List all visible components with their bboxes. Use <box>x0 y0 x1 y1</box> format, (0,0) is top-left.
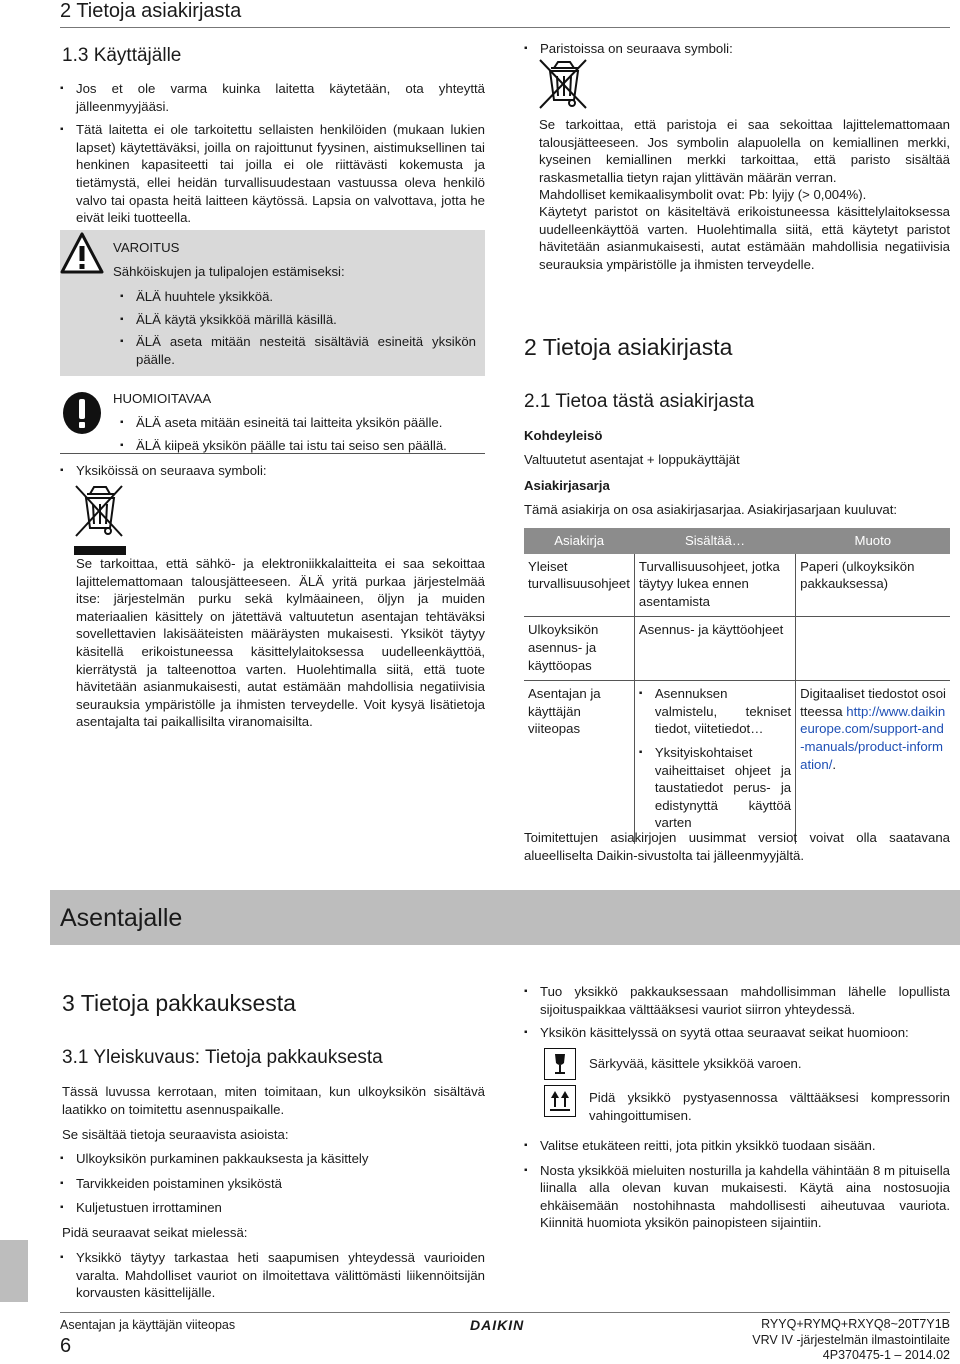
section-title-2-1: 2.1 Tietoa tästä asiakirjasta <box>524 391 755 412</box>
list-item: ▪ Yksiköissä on seuraava symboli: <box>60 462 485 480</box>
table-cell <box>796 681 950 844</box>
handling-list-2 <box>524 1137 950 1238</box>
section-title-3-1: 3.1 Yleiskuvaus: Tietoja pakkauksesta <box>62 1047 383 1068</box>
keep-in-mind: Pidä seuraavat seikat mielessä: <box>62 1225 248 1240</box>
column-header: Sisältää… <box>634 528 795 554</box>
list-item: ▪ Paristoissa on seuraava symboli: <box>524 40 950 58</box>
battery-text-1: Se tarkoittaa, että paristoja ei saa sekoittaa lajittelemattomaan talousjätteeseen. Jos symbolin alapuolella on kemiallinen merkki, kyseinen kemiallinen merkki tarkoittaa, että paristo sisältää raskasmetallia tietyn rajan ylittävän määrän verran. <box>539 117 950 185</box>
footer-right <box>752 1317 950 1364</box>
daikin-link[interactable]: http://www.daikineurope.com/support-and-manuals/product-information/ <box>800 703 946 772</box>
handling-list-1 <box>524 983 950 1048</box>
audience-heading: Kohdeyleisö <box>524 428 603 443</box>
list-item: ▪ Nosta yksikköä mieluiten nosturilla ja kahdella vähintään 8 m pituisella liinalla alla olevan kuvan mukaisesti. Käytä aina nostosuojia ehkäisemään nostohihnasta mahdollisesti aiheutuvaa vauriota. Kiinnitä huomiota yksikön painopisteen sijaintiin. <box>524 1162 950 1232</box>
list-item: ▪ ÄLÄ huuhtele yksikköä. <box>120 288 476 306</box>
contents-list <box>639 685 791 832</box>
package-intro: Tässä luvussa kerrotaan, miten toimitaan, kun ulkoyksikön sisältävä laatikko on toimitettu asennuspaikalle. <box>62 1084 485 1117</box>
chapter-title-3: 3 Tietoja pakkauksesta <box>62 990 296 1016</box>
footer-model: RYYQ+RYMQ+RXYQ8~20T7Y1B <box>761 1317 950 1331</box>
column-header: Muoto <box>796 528 950 554</box>
installer-banner <box>50 890 960 945</box>
package-list-intro: Se sisältää tietoja seuraavista asioista: <box>62 1127 289 1142</box>
document-table-wrap <box>524 528 950 844</box>
list-item: ▪ Yksikön käsittelyssä on syytä ottaa seuraavat seikat huomioon: <box>524 1024 950 1042</box>
warning-box <box>60 230 485 376</box>
list-item: ▪ ÄLÄ aseta mitään esineitä tai laitteita yksikön päälle. <box>120 414 485 432</box>
column-header: Asiakirja <box>524 528 634 554</box>
table-cell: Paperi (ulkoyksikön pakkauksessa) <box>796 554 950 617</box>
notice-box <box>60 383 485 454</box>
banner-title: Asentajalle <box>60 904 183 932</box>
list-item: ▪ Tätä laitetta ei ole tarkoitettu sellaisten henkilöiden (mukaan lukien lapset) käytettäväksi, joilla on rajoittunut fyysinen, aistimuksellinen tai henkinen kapasiteetti tai joilla ei ole riittävästi kokemusta ja tietämystä, ellei heidän turvallisuudestaan vastuussa oleva henkilö valvo tai opasta heitä laitteen käytössä. Lapsia on valvottava, jotta he eivät leiki tuotteella. <box>60 121 485 227</box>
list-item: ▪ ÄLÄ aseta mitään nesteitä sisältäviä esineitä yksikön päälle. <box>120 333 476 368</box>
table-row <box>524 554 950 617</box>
list-item: ▪ ÄLÄ käytä yksikköä märillä käsillä. <box>120 311 476 329</box>
this-way-up-icon <box>545 1086 575 1116</box>
battery-text-3: Käytetyt paristot on käsiteltävä erikoistuneessa käsittelylaitoksessa uudelleenkäyttöä varten. Huolehtimalla siitä, että käytetyt paristot hävitetään asianmukaisesti, autat estämään mahdollisia negatiivisia seurauksia ympäristölle ja ihmisten terveydelle. <box>539 204 950 272</box>
footer-code: 4P370475-1 – 2014.02 <box>822 1348 950 1362</box>
symbol-description: Se tarkoittaa, että sähkö- ja elektroniikkalaitteita ei saa sekoittaa lajittelemattomaan talousjätteeseen. ÄLÄ yritä purkaa järjestelmää itse: järjestelmän purku sekä kylmäaineen, öljyn ja muiden materiaalien käsittely on jätettävä valtuutetun asentajan tehtäväksi sovellettavien lakisääteisten määräysten mukaisesti. Yksiköt täytyy käsitellä erikoistuneessa käsittelylaitoksessa uudelleenkäyttöä, kierrätystä ja talteenottoa varten. Huolehtimalla siitä, että tuote hävitetään asianmukaisesti, autat estämään mahdollisia negatiivisia seurauksia ympäristölle ja ihmisten terveydelle. Voit kysyä lisätietoja asentajalta tai paikallisilta viranomaisilta. <box>76 556 485 730</box>
audience-text: Valtuutetut asentajat + loppukäyttäjät <box>524 452 740 467</box>
header-title: 2 Tietoja asiakirjasta <box>60 0 242 22</box>
table-cell <box>634 681 795 844</box>
list-item: ▪ Tarvikkeiden poistaminen yksiköstä <box>60 1175 485 1193</box>
table-row <box>524 617 950 681</box>
side-tab <box>0 1240 28 1302</box>
warning-list <box>120 288 476 374</box>
table-cell: Yleiset turvallisuusohjeet <box>524 554 634 617</box>
doc-set-heading: Asiakirjasarja <box>524 478 610 493</box>
warning-title: VAROITUS <box>113 240 180 255</box>
table-header-row <box>524 528 950 554</box>
list-item: ▪ Yksityiskohtaiset vaiheittaiset ohjeet ja taustatiedot perus- ja edistynyttä käyttöä varten <box>639 744 791 832</box>
footer-doc-name: Asentajan ja käyttäjän viiteopas <box>60 1318 236 1332</box>
weee-bin-icon <box>70 480 130 558</box>
table-cell: Ulkoyksikön asennus- ja käyttöopas <box>524 617 634 681</box>
package-topic-list <box>60 1150 485 1223</box>
document-table <box>524 528 950 844</box>
format-text: Digitaaliset tiedostot osoitteessa <box>800 686 946 719</box>
footer-series: VRV IV -järjestelmän ilmastointilaite <box>752 1332 950 1347</box>
table-cell: Asentajan ja käyttäjän viiteopas <box>524 681 634 844</box>
notice-list <box>120 414 485 460</box>
exclamation-icon <box>62 391 102 435</box>
after-table-text: Toimitettujen asiakirjojen uusimmat versiot voivat olla saatavana alueelliselta Daikin-sivustolta tai jälleenmyyjältä. <box>524 830 950 863</box>
list-item: ▪ Tuo yksikkö pakkauksessaan mahdollisimman lähelle lopullista sijoituspaikkaa välttääksesi vauriot siirron yhteydessä. <box>524 983 950 1018</box>
notice-title: HUOMIOITAVAA <box>113 391 212 406</box>
check-list <box>60 1249 485 1308</box>
list-item: ▪ Asennuksen valmistelu, tekniset tiedot, viitetiedot… <box>639 685 791 738</box>
brand-text: DAIKIN <box>470 1317 525 1333</box>
footer-divider <box>60 1312 950 1313</box>
glass-icon <box>545 1049 575 1079</box>
fragile-text: Särkyvää, käsittele yksikköä varoen. <box>589 1056 802 1071</box>
warning-triangle-icon <box>60 232 104 276</box>
daikin-logo <box>470 1317 524 1335</box>
doc-set-text: Tämä asiakirja on osa asiakirjasarjaa. Asiakirjasarjaan kuuluvat: <box>524 502 898 517</box>
upright-text: Pidä yksikkö pystyasennossa välttääksesi kompressorin vahingoittumisen. <box>589 1090 950 1123</box>
battery-bin-icon <box>534 58 594 110</box>
list-item: ▪ Jos et ole varma kuinka laitetta käytetään, ota yhteyttä jälleenmyyjääsi. <box>60 80 485 115</box>
battery-text-2: Mahdolliset kemikaalisymbolit ovat: Pb: lyijy (> 0,004%). <box>539 187 867 202</box>
fragile-symbol <box>544 1048 576 1080</box>
list-item: ▪ Kuljetustuen irrottaminen <box>60 1199 485 1217</box>
chapter-title-2: 2 Tietoja asiakirjasta <box>524 334 733 360</box>
list-item: ▪ Ulkoyksikön purkaminen pakkauksesta ja käsittely <box>60 1150 485 1168</box>
page-header <box>60 0 950 28</box>
table-row <box>524 681 950 844</box>
list-item: ▪ ÄLÄ kiipeä yksikön päälle tai istu tai seiso sen päällä. <box>120 437 485 455</box>
table-cell: Turvallisuusohjeet, jotka täytyy lukea ennen asentamista <box>634 554 795 617</box>
user-bullets <box>60 80 485 233</box>
table-cell: Asennus- ja käyttöohjeet <box>634 617 795 681</box>
footer-page-number: 6 <box>60 1335 72 1357</box>
section-title-1-3: 1.3 Käyttäjälle <box>62 45 182 66</box>
warning-intro: Sähköiskujen ja tulipalojen estämiseksi: <box>113 264 345 279</box>
list-item: ▪ Yksikkö täytyy tarkastaa heti saapumisen yhteydessä vaurioiden varalta. Mahdolliset vauriot on ilmoitettava välittömästi liikennöitsijän korvausten käsittelijälle. <box>60 1249 485 1302</box>
table-cell <box>796 617 950 681</box>
list-item: ▪ Valitse etukäteen reitti, jota pitkin yksikkö tuodaan sisään. <box>524 1137 950 1155</box>
upright-symbol <box>544 1085 576 1117</box>
format-period: . <box>832 756 837 772</box>
